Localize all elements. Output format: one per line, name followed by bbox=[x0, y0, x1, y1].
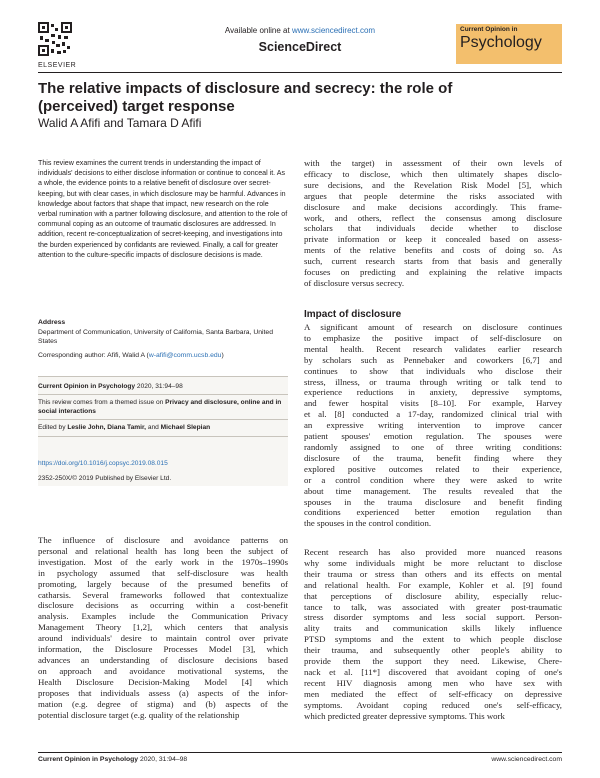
corresponding-suffix: ) bbox=[221, 352, 224, 359]
article-meta-box bbox=[38, 376, 288, 486]
footer-rule bbox=[38, 752, 562, 753]
meta-citation bbox=[38, 382, 288, 391]
body-line: or a control condition where they were asked to write bbox=[304, 474, 562, 485]
body-line: spouses in the trauma disclosure and benefit finding bbox=[304, 496, 562, 507]
body-line: explored positive outcomes related to their experience, bbox=[304, 463, 562, 474]
body-line: sure decisions, and the Revelation Risk Model [5], which bbox=[304, 179, 562, 190]
section-heading: Impact of disclosure bbox=[304, 309, 402, 320]
address-text: Department of Communication, University of California, Santa Barbara, United States bbox=[38, 328, 273, 346]
footer-url[interactable]: www.sciencedirect.com bbox=[491, 756, 562, 763]
article-title: The relative impacts of disclosure and secrecy: the role of (perceived) target response bbox=[38, 80, 453, 115]
body-line: with the target) in assessment of their own levels of bbox=[304, 158, 562, 168]
corresponding-prefix: Corresponding author: Afifi, Walid A ( bbox=[38, 352, 149, 359]
footer-citation bbox=[38, 756, 187, 763]
publisher-logo: ELSEVIER bbox=[38, 62, 77, 69]
body-line: A significant amount of research on disclosure continues bbox=[304, 322, 562, 332]
body-line: stress disorder symptoms and less social support. Person- bbox=[304, 612, 562, 623]
body-column-left bbox=[38, 535, 288, 720]
body-line: catharsis. Several frameworks followed that contextualize bbox=[38, 589, 288, 600]
body-line: nack et al. [11*] discovered that avoidant coping of one's bbox=[304, 666, 562, 677]
body-line: personal and relational health has long been the subject of bbox=[38, 545, 288, 556]
body-line: Recent research has also provided more nuanced reasons bbox=[304, 547, 562, 557]
issn-copyright: 2352-250X/© 2019 Published by Elsevier Ltd. bbox=[38, 475, 172, 482]
body-line: tance to talk, was associated with greater post-traumatic bbox=[304, 601, 562, 612]
body-line: and fewer hospital visits [8–10]. For example, Harvey bbox=[304, 398, 562, 409]
author-email-link[interactable]: w-afifi@comm.ucsb.edu bbox=[148, 352, 222, 359]
body-line: in psychology assumed that self-disclosure was health bbox=[38, 567, 288, 578]
article-authors: Walid A Afifi and Tamara D Afifi bbox=[38, 116, 202, 130]
meta-citation-numbers: 2020, 31:94–98 bbox=[135, 383, 183, 390]
meta-edited-and: and bbox=[147, 424, 161, 431]
body-line: such, current research starts from that basis and generally bbox=[304, 256, 562, 267]
body-line: promoting, largely because of the presumed benefits of bbox=[38, 578, 288, 589]
body-line: ments of the relative benefits and costs of doing so. As bbox=[304, 245, 562, 256]
body-line: disclosure decisions as occurring within a cost-benefit bbox=[38, 600, 288, 611]
body-line: analysis. Examples include the Communication Privacy bbox=[38, 611, 288, 622]
body-line: recent HIV diagnosis among men who have sex with bbox=[304, 677, 562, 688]
body-line: Health Disclosure Decision-Making Model [4] which bbox=[38, 676, 288, 687]
body-line: and relational health. For example, Kohler et al. [9] found bbox=[304, 579, 562, 590]
body-line: the spouses in the control condition. bbox=[304, 518, 432, 529]
doi-link[interactable]: https://doi.org/10.1016/j.copsyc.2019.08.015 bbox=[38, 460, 168, 467]
body-line: patient spouses' emotion regulation. The spouses were bbox=[304, 431, 562, 442]
body-line: PTSD symptoms and the extent to which people disclose bbox=[304, 634, 562, 645]
body-column-right-intro bbox=[304, 158, 562, 289]
address-label: Address bbox=[38, 319, 66, 326]
body-line: continues to show that individuals who disclose their bbox=[304, 365, 562, 376]
body-line: of disclosure versus secrecy. bbox=[304, 277, 405, 288]
body-line: conditions experienced better emotion regulation than bbox=[304, 507, 562, 518]
body-line: around individuals' desire to maintain control over private bbox=[38, 633, 288, 644]
corresponding-author bbox=[38, 352, 288, 359]
meta-theme bbox=[38, 398, 288, 417]
meta-rule bbox=[38, 436, 288, 437]
body-line: men mediated the effect of self-efficacy on depressive bbox=[304, 688, 562, 699]
address-block bbox=[38, 318, 288, 347]
qr-code-icon bbox=[38, 22, 72, 56]
body-line: on approach and avoidance motivational systems, the bbox=[38, 665, 288, 676]
meta-journal: Current Opinion in Psychology bbox=[38, 383, 136, 390]
footer-citation-numbers: 2020, 31:94–98 bbox=[138, 756, 188, 763]
meta-edited-prefix: Edited by bbox=[38, 424, 68, 431]
body-line: their trauma or stress than others and its effects on mental bbox=[304, 568, 562, 579]
sciencedirect-wordmark: ScienceDirect bbox=[258, 40, 342, 54]
meta-editor-names: Leslie John, Diana Tamir, bbox=[67, 424, 148, 431]
available-online bbox=[190, 26, 410, 35]
meta-editor-last: Michael Slepian bbox=[160, 424, 211, 431]
body-line: by scholars such as Pennebaker and coworkers [6,7] and bbox=[304, 354, 562, 365]
body-line: symptoms. Avoidant coping reduced one's self-efficacy, bbox=[304, 699, 562, 710]
body-line: to emphasize the positive impact of self-disclosure on bbox=[304, 332, 562, 343]
body-line: work, and others, reflect the consensus among disclosure bbox=[304, 212, 562, 223]
body-line: The influence of disclosure and avoidance patterns on bbox=[38, 535, 288, 545]
body-line: which predicted greater depressive symptoms. This work bbox=[304, 710, 505, 721]
body-line: why some individuals might be more reluctant to disclose bbox=[304, 557, 562, 568]
meta-rule bbox=[38, 419, 288, 420]
body-line: about time management. The results revealed that the bbox=[304, 485, 562, 496]
body-line: mental health. Recent research validates earlier research bbox=[304, 343, 562, 354]
body-line: stress, illness, or trauma through writing or talk tend to bbox=[304, 376, 562, 387]
body-line: provide them the support they need. Likewise, Chere- bbox=[304, 656, 562, 667]
journal-logo-small: Current Opinion in bbox=[460, 26, 518, 33]
body-line: their trauma, and subsequently other people's ability to bbox=[304, 645, 562, 656]
body-column-right-disclosure bbox=[304, 322, 562, 529]
body-line: mation (e.g. degree of stigma) and (b) aspects of the bbox=[38, 698, 288, 709]
sciencedirect-link[interactable]: www.sciencedirect.com bbox=[291, 26, 376, 35]
meta-theme-prefix: This review comes from a themed issue on bbox=[38, 399, 166, 406]
body-line: investigation. Most of the early work in the 1970s–1990s bbox=[38, 556, 288, 567]
footer-journal: Current Opinion in Psychology bbox=[38, 756, 139, 763]
body-line: proposes that individuals assess (a) aspects of the infor- bbox=[38, 687, 288, 698]
body-line: et al. [8] conducted a 17-day, randomized clinical trial with bbox=[304, 409, 562, 420]
body-line: focuses on predicting and explaining the relative impacts bbox=[304, 267, 562, 278]
body-line: experience reductions in anxiety, depressive symptoms, bbox=[304, 387, 562, 398]
abstract: This review examines the current trends in understanding the impact of individuals' decisions to either disclose information or continue to conceal it. As a whole, the evidence points to a relative benefit of disclosure over secret-keeping, but with clear cases, in which disclosure may be harmful. Advances in knowledge about factors that shape that impact, new research on the role verbal rumination with a partner following disclosure, and attention to the role of communal coping as an outcome of traumatic disclosures are addressed. In addition, recent re-conceptualization of secret-keeping, and investigations into the burden experienced by confidants are reviewed. Finally, a call for greater attention to the culture-specific impacts of disclosure decisions is made. bbox=[38, 159, 288, 259]
body-line: information, the Disclosure Processes Model [3], which bbox=[38, 644, 288, 655]
meta-theme-title: Privacy and disclosure, online and in social interactions bbox=[38, 399, 282, 416]
body-line: disclosure and make decisions accordingly. This frame- bbox=[304, 201, 562, 212]
body-line: advances an understanding of disclosure decisions based bbox=[38, 654, 288, 665]
body-line: that perceptions of disclosure ability, especially reluc- bbox=[304, 590, 562, 601]
meta-rule bbox=[38, 394, 288, 395]
body-line: efficacy to disclose, which then ultimately shapes disclo- bbox=[304, 168, 562, 179]
body-line: potential disclosure target (e.g. quality of the relationship bbox=[38, 709, 240, 720]
journal-logo-big: Psychology bbox=[460, 33, 542, 51]
body-column-right-recent bbox=[304, 547, 562, 722]
body-line: scholars that individuals decide whether to disclose bbox=[304, 223, 562, 234]
journal-logo bbox=[456, 24, 562, 64]
body-line: private information or keep it concealed based on assess- bbox=[304, 234, 562, 245]
header-rule bbox=[38, 72, 562, 73]
body-line: Management Theory [1,2], which centers that analysis bbox=[38, 622, 288, 633]
body-line: randomly assigned to one of three writing conditions: bbox=[304, 441, 562, 452]
body-line: argues that people determine the risks associated with bbox=[304, 190, 562, 201]
body-line: ality traits and communication skills likely influence bbox=[304, 623, 562, 634]
available-prefix: Available online at bbox=[224, 26, 292, 35]
meta-editors bbox=[38, 423, 288, 432]
body-line: disclosure of the trauma, benefit finding where they bbox=[304, 452, 562, 463]
body-line: an expressive writing intervention to improve cancer bbox=[304, 420, 562, 431]
